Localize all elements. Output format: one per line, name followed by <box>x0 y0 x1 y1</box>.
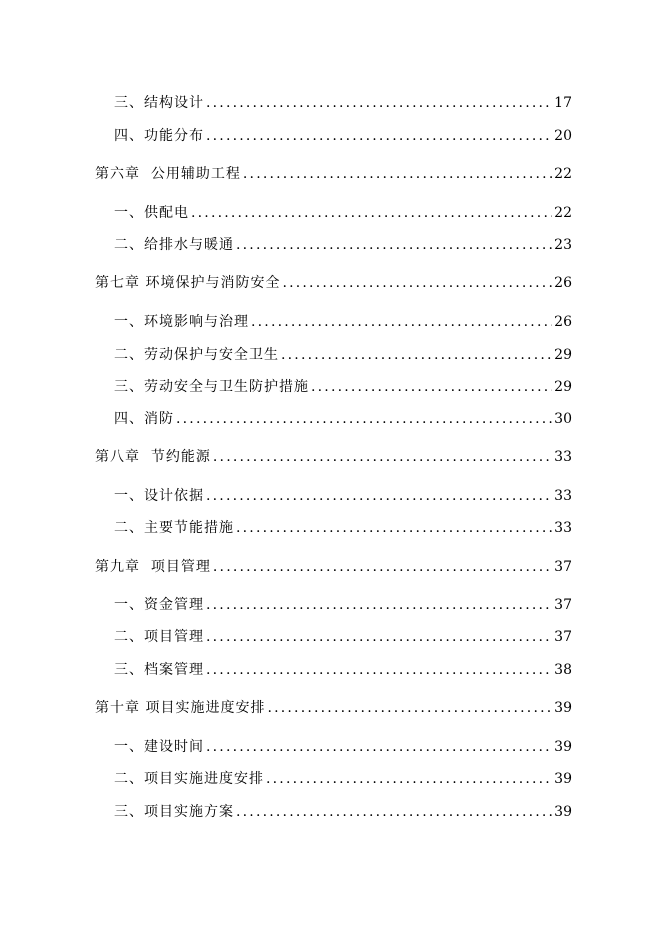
toc-entry-title: 一、设计依据 <box>114 488 204 504</box>
toc-entry-page: 26 <box>554 275 572 291</box>
toc-entry[interactable] <box>114 513 572 537</box>
toc-entry-title: 第七章 环境保护与消防安全 <box>95 275 281 291</box>
toc-entry-page: 30 <box>554 411 572 427</box>
toc-entry[interactable] <box>114 590 572 614</box>
toc-entry-title: 二、劳动保护与安全卫生 <box>114 347 279 363</box>
toc-entry-title: 一、资金管理 <box>114 597 204 613</box>
toc-dot-leader <box>206 738 552 756</box>
toc-dot-leader <box>176 410 552 428</box>
toc-entry-title: 第六章 公用辅助工程 <box>95 166 241 182</box>
toc-entry[interactable] <box>114 481 572 505</box>
toc-entry[interactable] <box>114 764 572 788</box>
toc-dot-leader <box>206 661 552 679</box>
toc-entry[interactable] <box>114 230 572 254</box>
toc-entry-title: 三、结构设计 <box>114 95 204 111</box>
toc-entry-page: 20 <box>554 128 572 144</box>
toc-dot-leader <box>281 346 552 364</box>
toc-entry-page: 39 <box>554 700 572 716</box>
toc-entry-page: 39 <box>554 804 572 820</box>
toc-entry[interactable] <box>95 268 572 292</box>
toc-entry-page: 33 <box>554 520 572 536</box>
toc-dot-leader <box>311 378 552 396</box>
toc-entry-title: 四、消防 <box>114 411 174 427</box>
toc-entry-title: 一、建设时间 <box>114 739 204 755</box>
toc-entry-title: 第八章 节约能源 <box>95 449 211 465</box>
toc-dot-leader <box>282 274 552 292</box>
toc-entry[interactable] <box>95 442 572 466</box>
toc-entry-title: 一、环境影响与治理 <box>114 314 249 330</box>
toc-entry-page: 17 <box>554 95 572 111</box>
toc-entry[interactable] <box>114 121 572 145</box>
toc-dot-leader <box>213 448 552 466</box>
toc-entry[interactable] <box>95 693 572 717</box>
toc-entry-page: 38 <box>554 662 572 678</box>
toc-entry-page: 39 <box>554 771 572 787</box>
toc-dot-leader <box>206 596 552 614</box>
toc-entry-page: 26 <box>554 314 572 330</box>
toc-entry[interactable] <box>95 159 572 183</box>
toc-dot-leader <box>206 487 552 505</box>
toc-entry-page: 37 <box>554 597 572 613</box>
toc-entry-page: 29 <box>554 379 572 395</box>
toc-entry-page: 22 <box>554 166 572 182</box>
toc-dot-leader <box>206 127 552 145</box>
toc-dot-leader <box>236 519 552 537</box>
toc-entry-title: 三、项目实施方案 <box>114 804 234 820</box>
toc-entry-page: 37 <box>554 629 572 645</box>
toc-entry[interactable] <box>114 340 572 364</box>
toc-entry-title: 第十章 项目实施进度安排 <box>95 700 266 716</box>
toc-dot-leader <box>191 204 552 222</box>
toc-dot-leader <box>266 770 552 788</box>
toc-entry[interactable] <box>114 307 572 331</box>
toc-entry-title: 三、劳动安全与卫生防护措施 <box>114 379 309 395</box>
toc-entry-title: 二、项目管理 <box>114 629 204 645</box>
toc-dot-leader <box>251 313 552 331</box>
toc-dot-leader <box>206 94 552 112</box>
toc-entry-title: 二、项目实施进度安排 <box>114 771 264 787</box>
toc-entry-page: 23 <box>554 237 572 253</box>
toc-entry[interactable] <box>114 404 572 428</box>
toc-entry-page: 29 <box>554 347 572 363</box>
toc-entry[interactable] <box>114 622 572 646</box>
toc-dot-leader <box>236 236 552 254</box>
toc-entry[interactable] <box>114 198 572 222</box>
toc-entry-page: 33 <box>554 488 572 504</box>
toc-dot-leader <box>236 803 552 821</box>
toc-entry[interactable] <box>114 372 572 396</box>
toc-dot-leader <box>267 699 552 717</box>
toc-entry-page: 22 <box>554 205 572 221</box>
toc-entry-page: 33 <box>554 449 572 465</box>
toc-entry-title: 第九章 项目管理 <box>95 559 211 575</box>
toc-entry[interactable] <box>95 552 572 576</box>
toc-dot-leader <box>213 558 552 576</box>
toc-entry-title: 四、功能分布 <box>114 128 204 144</box>
toc-entry-page: 37 <box>554 559 572 575</box>
toc-entry[interactable] <box>114 732 572 756</box>
toc-entry-title: 三、档案管理 <box>114 662 204 678</box>
toc-entry-title: 一、供配电 <box>114 205 189 221</box>
toc-entry-title: 二、主要节能措施 <box>114 520 234 536</box>
toc-entry[interactable] <box>114 655 572 679</box>
toc-entry-page: 39 <box>554 739 572 755</box>
toc-entry-title: 二、给排水与暖通 <box>114 237 234 253</box>
toc-entry[interactable] <box>114 88 572 112</box>
toc-dot-leader <box>243 165 552 183</box>
toc-dot-leader <box>206 628 552 646</box>
toc-entry[interactable] <box>114 797 572 821</box>
